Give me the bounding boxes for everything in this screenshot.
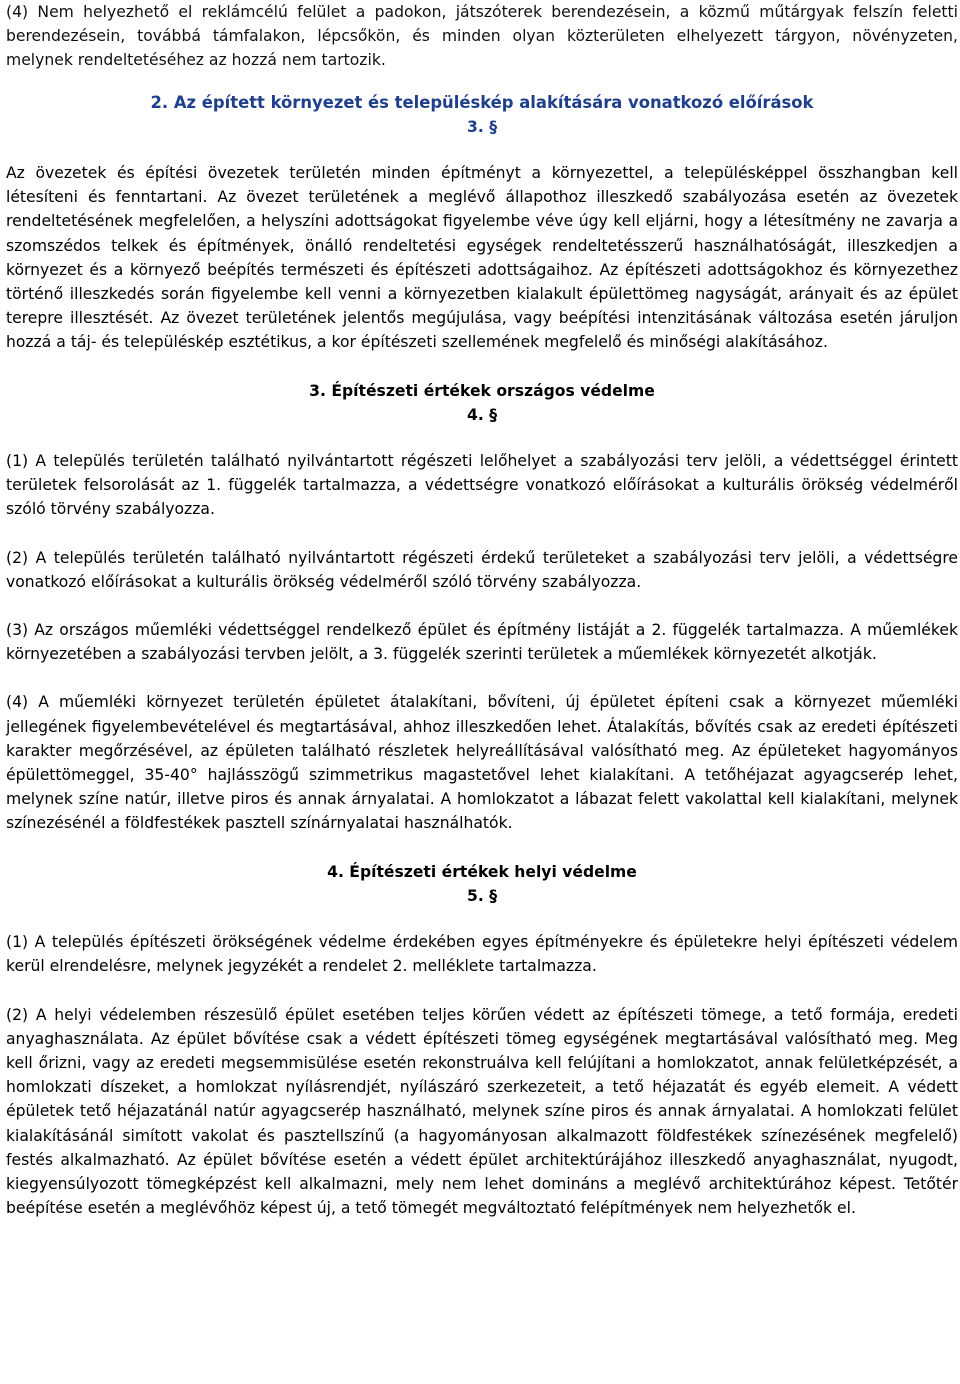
document-page — [6, 0, 958, 1242]
section-3-paragraph: Az övezetek és építési övezetek területén minden építményt a környezettel, a településképpel összhangban kell létesíteni és fenntartani. Az övezet területének a meglévő állapothoz illeszkedő szabályozása esetén az övezetek rendeltetésének megfelelően, a helyszíni adottságokat figyelembe véve úgy kell eljárni, hogy a létesítmény ne zavarja a szomszédos telkek és építmények, önálló rendeltetési egységek rendeltetésszerű használhatóságát, illeszkedjen a környezet és a környező beépítés természeti és építészeti adottságaihoz. Az építészeti adottságokhoz és környezethez történő illeszkedés során figyelembe kell venni a környezetben kialakult épülettömeg nagyságát, arányait és az épület terepre illesztését. Az övezet területének jelentős megújulása, vagy beépítési intenzitásának változása esetén járuljon hozzá a táj- és településkép esztétikus, a kor építészeti szellemének megfelelő és minőségi alakításához. — [6, 164, 958, 352]
chapter-2-title: 2. Az épített környezet és településkép alakítására vonatkozó előírások — [150, 92, 814, 112]
section-5-paragraph-1: (1) A település építészeti örökségének védelme érdekében egyes építményekre és épületekre helyi építészeti védelem kerül elrendelésre, melynek jegyzékét a rendelet 2. melléklete tartalmazza. — [6, 933, 958, 976]
chapter-3-title: 3. Építészeti értékek országos védelme — [309, 381, 655, 400]
intro-paragraph: (4) Nem helyezhető el reklámcélú felület a padokon, játszóterek berendezésein, a közmű műtárgyak felszín feletti berendezésein, továbbá támfalakon, lépcsőkön, és minden olyan közterületen elhelyezett tárgyon, növényzeten, melynek rendeltetéséhez az hozzá nem tartozik. — [6, 3, 958, 70]
section-5-number: 5. § — [467, 886, 497, 905]
section-4-paragraph-1: (1) A település területén található nyilvántartott régészeti lelőhelyet a szabályozási terv jelöli, a védettséggel érintett területek felsorolását az 1. függelék tartalmazza, a védettségre vonatkozó előírásokat a kulturális örökség védelméről szóló törvény szabályozza. — [6, 452, 958, 519]
section-5-paragraph-2: (2) A helyi védelemben részesülő épület esetében teljes körűen védett az építészeti tömege, a tető formája, eredeti anyaghasználata. Az épület bővítése csak a védett építészeti tömeg egységének megtartásával valósítható meg. Meg kell őrizni, vagy az eredeti megsemmisülése esetén rekonstruálva kell felújítani a homlokzatot, annak felületképzését, a homlokzati díszeket, a homlokzat nyílásrendjét, nyílászáró szerkezeteit, a tető héjazatát és egyéb elemeit. A védett épületek tető héjazatánál natúr agyagcserép használható, melynek színe piros és annak árnyalatai. A homlokzati felület kialakításánál simított vakolat és pasztellszínű (a hagyományosan alkalmazott földfestékek színezésének megfelelő) festés alkalmazható. Az épület bővítése esetén a védett épület architektúrájához illeszkedő anyaghasználat, nyugodt, kiegyensúlyozott tömegképzést kell alkalmazni, mely nem lehet domináns a meglévő architektúrához képest. Tetőtér beépítése esetén a meglévőhöz képest új, a tető tömegét megváltoztató felépítmények nem helyezhetők el. — [6, 1005, 958, 1218]
section-4-number: 4. § — [467, 405, 497, 424]
section-4-paragraph-4: (4) A műemléki környezet területén épületet átalakítani, bővíteni, új épületet építeni csak a környezet műemléki jellegének figyelembevételével és megtartásával, ahhoz illeszkedően lehet. Átalakítás, bővítés csak az eredeti építészeti karakter megőrzésével, az épületen található részletek helyreállításával valósítható meg. Az épületeket hagyományos épülettömeggel, 35-40° hajlásszögű szimmetrikus magastetővel lehet kialakítani. A tetőhéjazat agyagcserép lehet, melynek színe natúr, illetve piros és annak árnyalatai. A homlokzatot a lábazat felett vakolattal kell kialakítani, melynek színezésénél a földfestékek pasztell színárnyalatai használhatók. — [6, 693, 958, 833]
chapter-4-title: 4. Építészeti értékek helyi védelme — [327, 862, 637, 881]
section-4-paragraph-2: (2) A település területén található nyilvántartott régészeti érdekű területeket a szabályozási terv jelöli, a védettségre vonatkozó előírásokat a kulturális örökség védelméről szóló törvény szabályozza. — [6, 548, 958, 591]
section-4-paragraph-3: (3) Az országos műemléki védettséggel rendelkező épület és építmény listáját a 2. függelék tartalmazza. A műemlékek környezetében a szabályozási tervben jelölt, a 3. függelék szerinti területek a műemlékek környezetét alkotják. — [6, 621, 958, 664]
section-3-number: 3. § — [467, 117, 497, 136]
